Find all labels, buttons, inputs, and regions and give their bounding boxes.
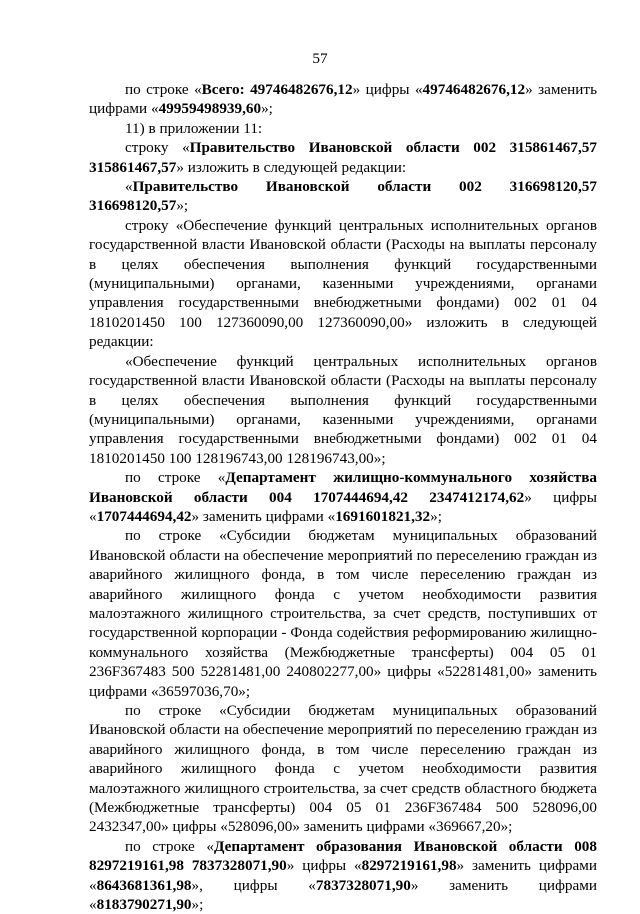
bold-text: 1691601821,32: [335, 507, 431, 525]
text-run: » заменить цифрами «: [89, 857, 597, 894]
text-run: » цифры «: [89, 488, 597, 525]
text-run: », цифры «: [191, 876, 316, 894]
paragraph: [89, 352, 597, 468]
text-run: » цифры «: [352, 81, 423, 98]
bold-text: 7837328071,90: [315, 876, 411, 894]
paragraph: [89, 80, 597, 119]
bold-text: Департамент образования Ивановской области 008 8297219161,98 7837328071,90: [89, 837, 597, 875]
paragraph: [89, 837, 597, 914]
bold-text: 8183790271,90: [96, 896, 192, 914]
text-run: «Обеспечение функций центральных исполнительных органов государственной власти Ивановской области (Расходы на выплаты персоналу в целях обеспечения выполнения функций государственными (муниципальными) органами, казенными учреждениями, органами управления государственными внебюджетными фондами) 002 01 04 1810201450 100 128196743,00 128196743,00»;: [89, 352, 597, 467]
bold-text: 8297219161,98: [361, 857, 457, 875]
text-run: » заменить цифрами «: [191, 507, 336, 525]
text-run: » цифры «: [286, 857, 362, 875]
paragraph: [89, 138, 597, 177]
text-run: по строке «: [125, 469, 226, 487]
text-run: строку «: [125, 139, 190, 157]
page-number: 57: [312, 50, 328, 67]
bold-text: Правительство Ивановской области 002 316698120,57 316698120,57: [89, 178, 597, 215]
text-run: » заменить цифрами «: [89, 81, 597, 118]
bold-text: 49959498939,60: [158, 100, 262, 118]
text-run: » изложить в следующей редакции:: [176, 158, 407, 176]
text-run: »;: [430, 507, 442, 525]
bold-text: Правительство Ивановской области 002 315861467,57 315861467,57: [89, 139, 597, 176]
bold-text: Всего: 49746482676,12: [201, 81, 353, 98]
bold-text: 1707444694,42: [96, 507, 192, 525]
paragraph: [89, 177, 597, 216]
text-run: »;: [191, 896, 204, 914]
bold-text: 8643681361,98: [96, 876, 192, 894]
text-run: по строке «Субсидии бюджетам муниципальных образований Ивановской области на обеспечение мероприятий по переселению граждан из аварийного жилищного фонда, в том числе переселению граждан из аварийного жилищного фонда с учетом необходимости развития малоэтажного жилищного строительства, за счет средств областного бюджета (Межбюджетные трансферты) 004 05 01 236F367484 500 528096,00 2432347,00» цифры «528096,00» заменить цифрами «369667,20»;: [89, 702, 597, 836]
text-run: по строке «: [125, 837, 214, 855]
paragraph: [89, 701, 597, 837]
text-run: »;: [176, 197, 189, 215]
text-run: » заменить цифрами «: [89, 876, 597, 914]
text-run: «: [125, 178, 133, 196]
paragraph: [89, 216, 597, 352]
text-run: строку «Обеспечение функций центральных исполнительных органов государственной власти Ивановской области (Расходы на выплаты персоналу в целях обеспечения выполнения функций государственными (муниципальными) органами, казенными учреждениями, органами управления государственными внебюджетными фондами) 002 01 04 1810201450 100 127360090,00 127360090,00» изложить в следующей редакции:: [89, 216, 597, 351]
text-run: 11) в приложении 11:: [125, 119, 263, 137]
document-body: [89, 80, 597, 914]
paragraph: [89, 119, 597, 138]
text-run: по строке «Субсидии бюджетам муниципальных образований Ивановской области на обеспечение мероприятий по переселению граждан из аварийного жилищного фонда, в том числе переселению граждан из аварийного жилищного фонда с учетом необходимости развития малоэтажного жилищного строительства, за счет средств, поступивших от государственной корпорации - Фонда содействия реформированию жилищно-коммунального хозяйства (Межбюджетные трансферты) 004 05 01 236F367483 500 52281481,00 240802277,00» цифры «52281481,00» заменить цифрами «36597036,70»;: [89, 527, 597, 700]
text-run: »;: [261, 100, 273, 118]
paragraph: [89, 468, 597, 526]
text-run: по строке «: [125, 81, 202, 98]
bold-text: 49746482676,12: [422, 81, 526, 98]
bold-text: Департамент жилищно-коммунального хозяйства Ивановской области 004 1707444694,42 2347412174,62: [89, 469, 597, 506]
paragraph: [89, 526, 597, 701]
